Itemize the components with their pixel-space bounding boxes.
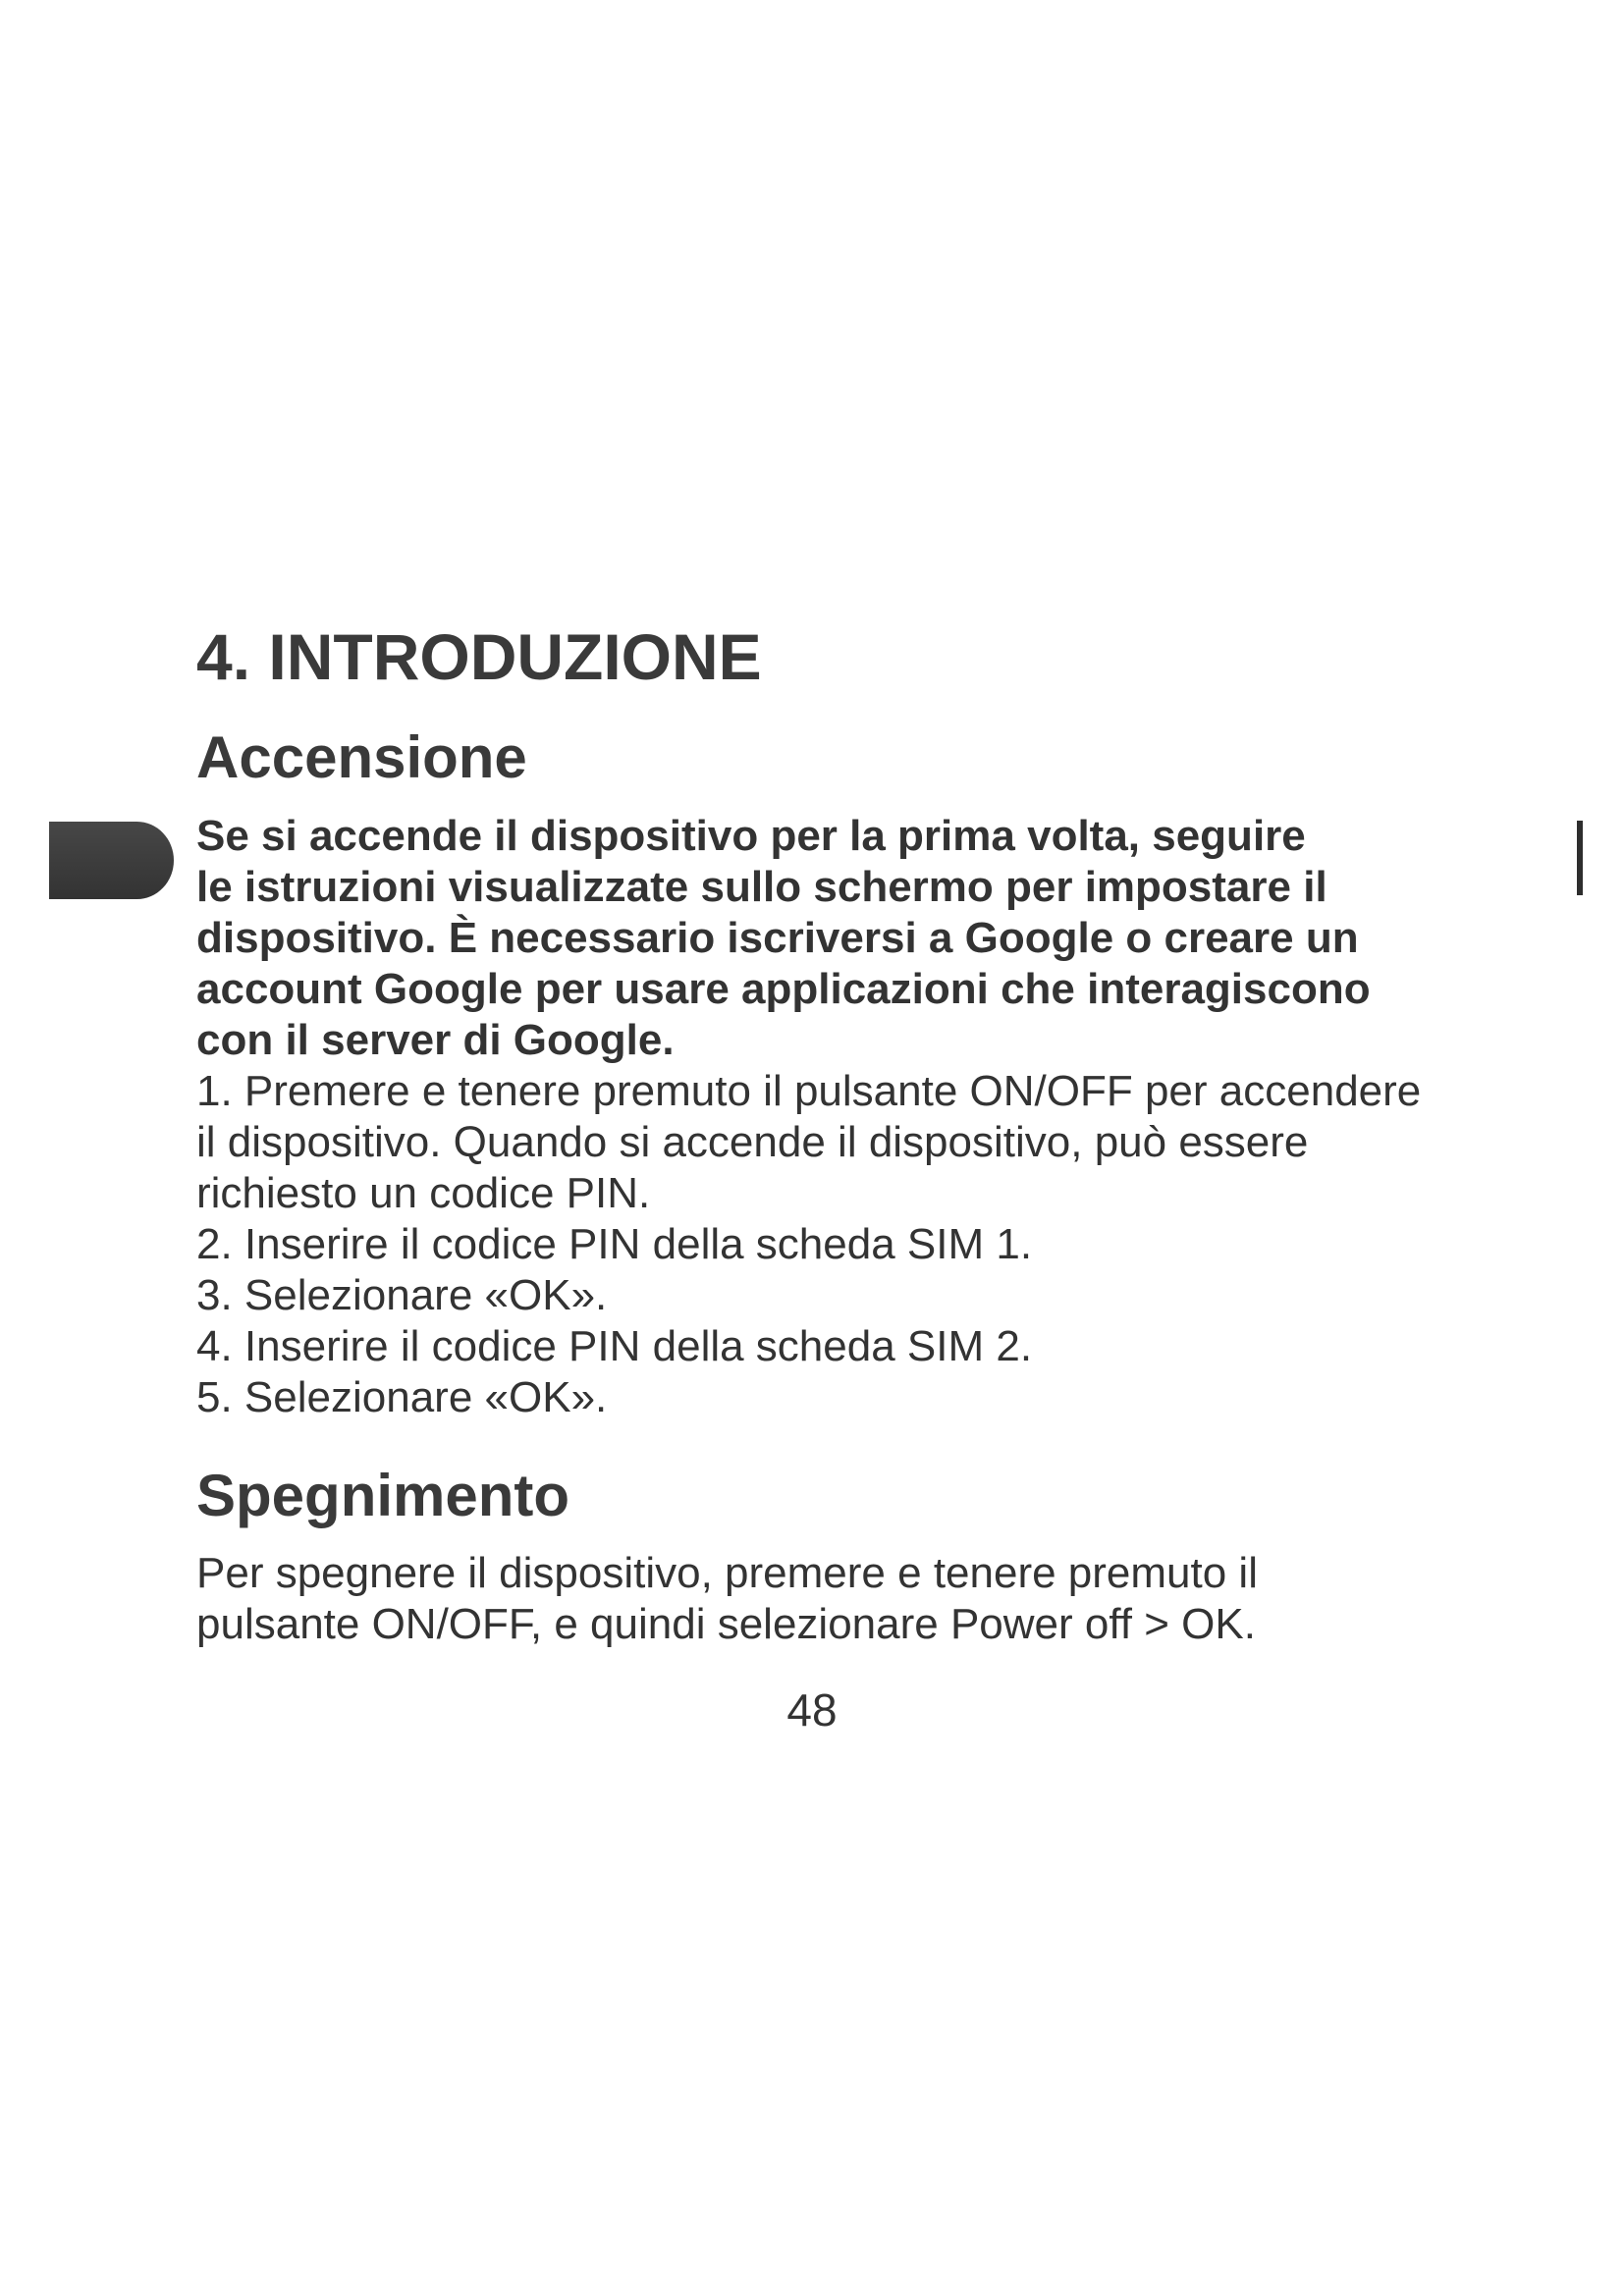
accensione-intro: Se si accende il dispositivo per la prima volta, seguire le istruzioni visualizzate sullo schermo per impostare il dispositivo. È necessario iscriversi a Google o creare un account Google per usare applicazioni che interagiscono con il server di Google. <box>196 812 1371 1064</box>
step-2: 2. Inserire il codice PIN della scheda SIM 1. <box>196 1220 1033 1268</box>
step-3: 3. Selezionare «OK». <box>196 1271 608 1319</box>
spegnimento-text: Per spegnere il dispositivo, premere e tenere premuto il pulsante ON/OFF, e quindi selezionare Power off > OK. <box>196 1549 1258 1648</box>
accensione-body <box>196 811 1421 1423</box>
step-5: 5. Selezionare «OK». <box>196 1373 608 1421</box>
language-tab-label: IT <box>127 916 163 959</box>
steps-list <box>196 1066 1421 1423</box>
chapter-title: 4. INTRODUZIONE <box>196 620 762 693</box>
section-heading-spegnimento: Spegnimento <box>196 1463 570 1528</box>
step-4: 4. Inserire il codice PIN della scheda SIM 2. <box>196 1322 1033 1370</box>
page-edge-marker <box>1577 821 1583 895</box>
language-tab <box>49 822 174 959</box>
spegnimento-body <box>196 1548 1258 1650</box>
section-heading-accensione: Accensione <box>196 724 527 790</box>
step-1: 1. Premere e tenere premuto il pulsante ON/OFF per accendere il dispositivo. Quando si accende il dispositivo, può essere richiesto un codice PIN. <box>196 1067 1422 1217</box>
page-number: 48 <box>786 1684 838 1735</box>
